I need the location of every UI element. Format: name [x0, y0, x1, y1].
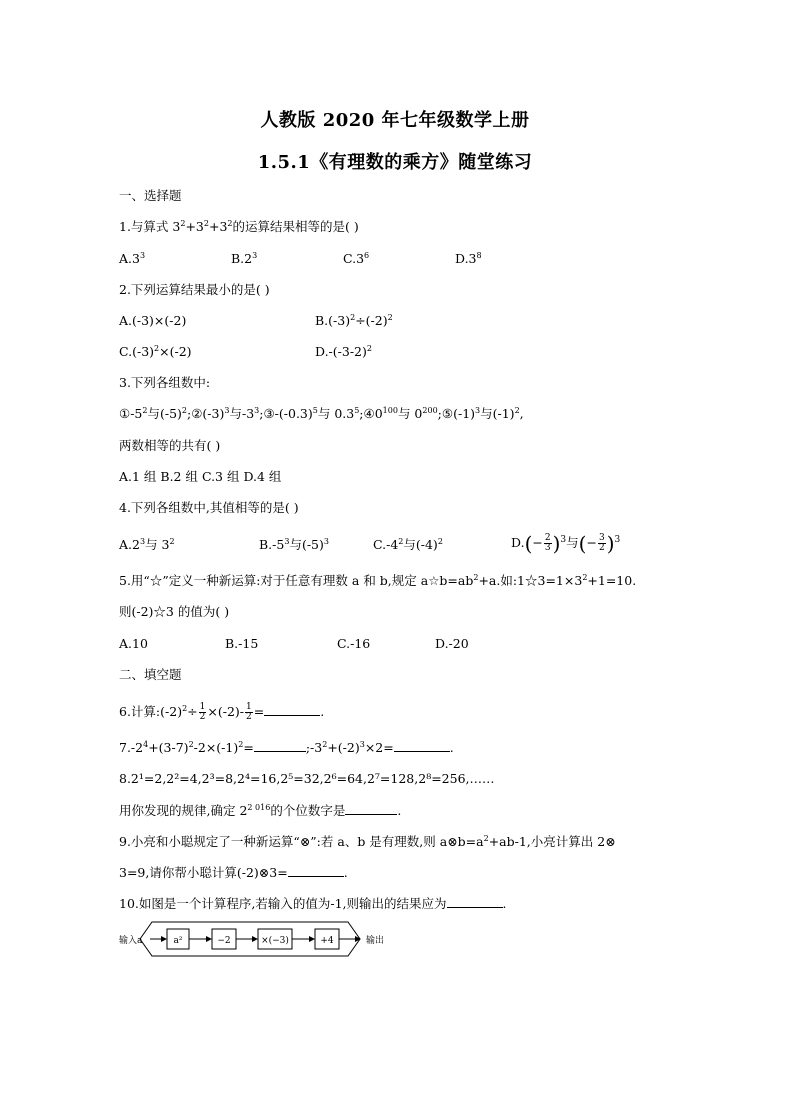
question-6-answer-blank[interactable]: [264, 704, 320, 716]
document-title: 人教版 2020 年七年级数学上册: [260, 110, 530, 131]
question-4-option-b: $B.-5^3$与$(-5)^3$: [259, 536, 329, 552]
question-3-options: A.1 组 B.2 组 C.3 组 D.4 组: [119, 469, 282, 484]
question-6: 6.计算$:(-2)^2\div$ $\frac{1}{2}$ ×(-2)- $\frac{1}{2}$ = .: [119, 702, 325, 722]
question-3-stem: 3.下列各组数中:: [119, 375, 211, 390]
question-4-option-a: $A.2^3$与 $3^2$: [119, 536, 175, 552]
question-9-prompt: 3=9,请你帮小聪计算(-2)⊗3= .: [119, 865, 348, 880]
question-5-option-c: C.-16: [337, 636, 371, 651]
question-2-option-b: $B.(-3)^2\div(-2)^2$: [315, 312, 393, 328]
question-1-option-a: $A.3^3$: [119, 250, 146, 266]
question-9-answer-blank[interactable]: [288, 865, 344, 877]
question-5-prompt: 则(-2)☆3 的值为( ): [119, 604, 230, 619]
question-7-answer-blank-2[interactable]: [394, 740, 450, 752]
question-10-stem: 10.如图是一个计算程序,若输入的值为-1,则输出的结果应为 .: [119, 896, 507, 911]
question-1-stem: 1.与算式 $3^2+3^2+3^2$的运算结果相等的是( ): [119, 218, 359, 234]
question-2-option-d: $D.-(-3-2)^2$: [315, 343, 372, 359]
question-5-option-b: B.-15: [225, 636, 259, 651]
question-8-answer-blank[interactable]: [345, 803, 397, 815]
flow-box-minus-two-label: −2: [217, 936, 231, 946]
flow-output-label: 输出: [366, 936, 385, 946]
question-9-stem: 9.小亮和小聪规定了一种新运算“⊗”:若 a、b 是有理数,则 $a\otimes b=a^2+ab-1$,小亮计算出 2⊗: [119, 833, 616, 849]
question-2-stem: 2.下列运算结果最小的是( ): [119, 282, 270, 297]
question-8-sequence: 8.2¹=2,2²=4,2³=8,2⁴=16,2⁵=32,2⁶=64,2⁷=128,2⁸=256,……: [119, 771, 495, 786]
question-10-answer-blank[interactable]: [447, 896, 503, 908]
question-4-stem: 4.下列各组数中,其值相等的是( ): [119, 500, 299, 515]
question-2-option-c: $C.(-3)^2\times(-2)$: [119, 343, 192, 359]
question-3-groups: $①-5^2$与$(-5)^2;②(-3)^3$与$-3^3;③-(-0.3)^5$与 $0.3^5;④0^{100}$与 $0^{200};⑤(-1)^3$与$(-1)^2$,: [119, 405, 524, 421]
question-1-option-c: $C.3^6$: [343, 250, 370, 266]
calculation-program-diagram: [116, 914, 396, 964]
flow-box-plus-four-label: +4: [320, 936, 334, 946]
question-7-answer-blank-1[interactable]: [254, 740, 306, 752]
question-4-option-d: D.(− $\frac{2}{3}$ )$^3$与(− $\frac{3}{2}$ )$^3$: [511, 531, 621, 556]
document-subtitle: 1.5.1《有理数的乘方》随堂练习: [257, 152, 533, 173]
question-5-stem: 5.用“☆”定义一种新运算:对于任意有理数 a 和 b,规定 $a☆b=ab^2+a$.如$:1☆3=1\times 3^2+1=10$.: [119, 572, 637, 588]
section-heading-choice: 一、选择题: [119, 188, 182, 203]
question-2-option-a: A.(-3)×(-2): [119, 313, 187, 328]
question-8-prompt: 用你发现的规律,确定 $2^{2 016}$的个位数字是 .: [119, 802, 402, 818]
flow-input-label: 输入a: [119, 936, 143, 946]
question-1-option-d: $D.3^8$: [455, 250, 482, 266]
question-7: $7.-2^4+(3-7)^2-2\times(-1)^2=$ $;-3^2+(-2)^3\times 2=$ .: [119, 739, 454, 755]
question-4-option-c: $C.-4^2$与$(-4)^2$: [373, 536, 443, 552]
flow-box-times-neg-three-label: ×(−3): [261, 936, 289, 946]
section-heading-fill: 二、填空题: [119, 667, 182, 682]
question-5-option-d: D.-20: [435, 636, 469, 651]
flow-box-square-label: a²: [173, 936, 183, 946]
question-3-prompt: 两数相等的共有( ): [119, 438, 221, 453]
question-1-option-b: $B.2^3$: [231, 250, 258, 266]
question-5-option-a: A.10: [119, 636, 148, 651]
